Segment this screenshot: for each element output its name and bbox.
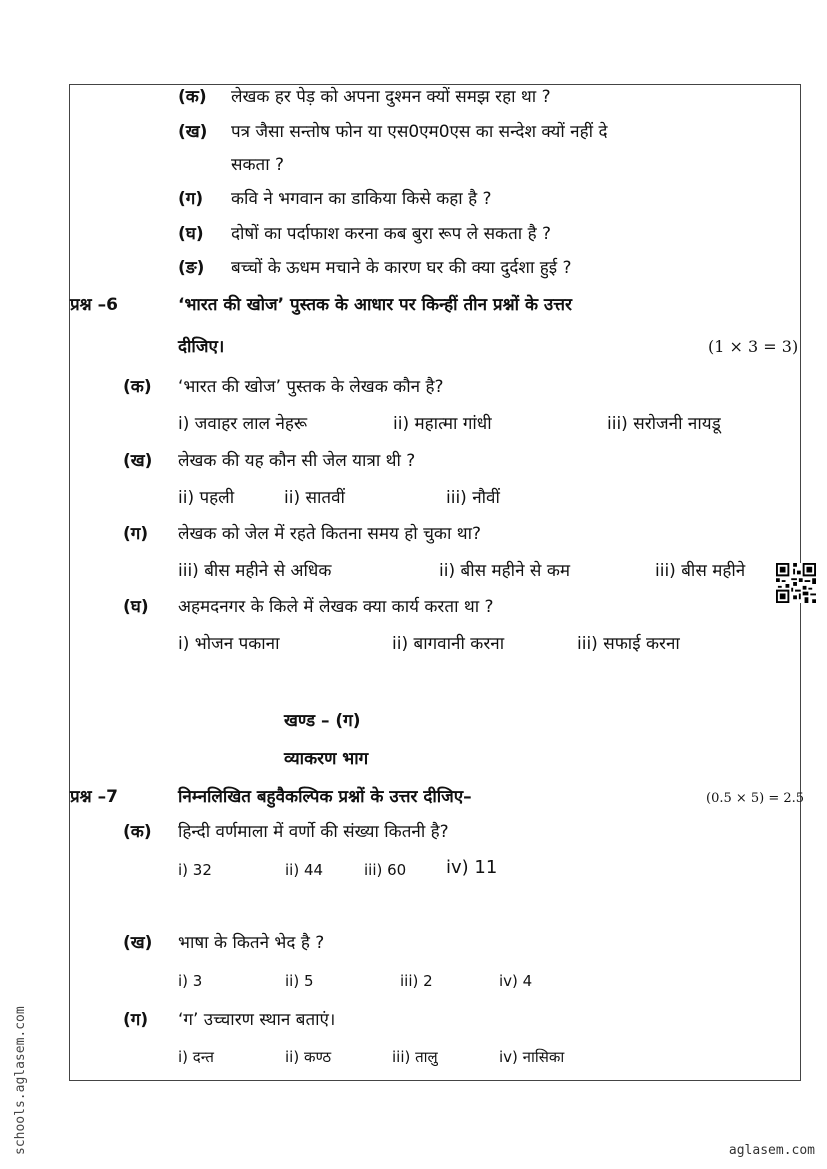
q5-item-text: लेखक हर पेड़ को अपना दुश्मन क्यों समझ रहा था ? (231, 87, 551, 107)
footer-watermark: aglasem.com (728, 1143, 815, 1158)
q5-item-text: पत्र जैसा सन्तोष फोन या एस0एम0एस का सन्देश क्यों नहीं दे (231, 122, 608, 142)
q6-item-question: ‘भारत की खोज’ पुस्तक के लेखक कौन है? (178, 377, 444, 397)
q7-item-label: (ग) (123, 1010, 149, 1030)
q6-item-label: (ग) (123, 524, 149, 544)
q6-option: ii) पहली (178, 488, 235, 508)
q6-option: iii) नौवीं (446, 488, 500, 508)
q5-item-label: (ग) (178, 189, 204, 209)
q6-option: i) जवाहर लाल नेहरू (178, 414, 308, 434)
q7-option: i) दन्त (178, 1048, 214, 1066)
qr-code-icon (776, 563, 816, 603)
q6-option: iii) सरोजनी नायडू (607, 414, 721, 434)
q7-option: iii) 2 (400, 972, 433, 990)
q7-option: iv) 4 (499, 972, 533, 990)
q7-option: i) 3 (178, 972, 203, 990)
q7-item-question: भाषा के कितने भेद है ? (178, 933, 325, 953)
q6-item-label: (क) (123, 377, 152, 397)
q6-item-question: लेखक को जेल में रहते कितना समय हो चुका था? (178, 524, 482, 544)
q5-item-text: दोषों का पर्दाफाश करना कब बुरा रूप ले सकता है ? (231, 224, 552, 244)
q7-option: ii) 44 (285, 861, 324, 879)
q7-item-question: हिन्दी वर्णमाला में वर्णो की संख्या कितनी है? (178, 822, 449, 842)
q6-option: iii) बीस महीने (655, 561, 746, 581)
q7-option: iv) नासिका (499, 1048, 565, 1066)
q5-item-text: कवि ने भगवान का डाकिया किसे कहा है ? (231, 189, 492, 209)
q6-option: ii) सातवीं (284, 488, 345, 508)
section-subtitle: व्याकरण भाग (284, 749, 369, 769)
q7-item-question: ‘ग’ उच्चारण स्थान बताएं। (178, 1010, 336, 1030)
q7-option: iii) तालु (392, 1048, 438, 1066)
q7-option: ii) 5 (285, 972, 314, 990)
q6-item-question: लेखक की यह कौन सी जेल यात्रा थी ? (178, 451, 416, 471)
q5-item-label: (ङ) (178, 258, 205, 278)
q6-option: ii) बीस महीने से कम (439, 561, 571, 581)
q7-number: प्रश्न –7 (70, 787, 118, 807)
q7-item-label: (ख) (123, 933, 153, 953)
q6-option: ii) महात्मा गांधी (393, 414, 492, 434)
q6-option: ii) बागवानी करना (392, 634, 505, 654)
q5-item-label: (ख) (178, 122, 208, 142)
q6-item-label: (ख) (123, 451, 153, 471)
q6-heading-cont: दीजिए। (178, 337, 225, 357)
q7-option: i) 32 (178, 861, 212, 879)
q7-marks: (0.5 × 5) = 2.5 (706, 791, 805, 806)
q6-number: प्रश्न –6 (70, 295, 118, 315)
q6-item-question: अहमदनगर के किले में लेखक क्या कार्य करता था ? (178, 597, 494, 617)
q5-item-label: (घ) (178, 224, 204, 244)
q6-option: iii) बीस महीने से अधिक (178, 561, 332, 581)
section-title: खण्ड – (ग) (284, 711, 361, 731)
q7-heading: निम्नलिखित बहुवैकल्पिक प्रश्नों के उत्तर दीजिए– (178, 787, 472, 807)
q6-marks: (1 × 3 = 3) (708, 337, 799, 356)
q6-item-label: (घ) (123, 597, 149, 617)
q6-option: i) भोजन पकाना (178, 634, 280, 654)
q7-item-label: (क) (123, 822, 152, 842)
q5-item-text: बच्चों के ऊधम मचाने के कारण घर की क्या दुर्दशा हुई ? (231, 258, 572, 278)
q5-item-text-cont: सकता ? (231, 155, 285, 175)
q7-option: ii) कण्ठ (285, 1048, 332, 1066)
side-watermark: schools.aglasem.com (13, 1006, 28, 1155)
q7-option: iv) 11 (446, 857, 498, 878)
q6-heading: ‘भारत की खोज’ पुस्तक के आधार पर किन्हीं तीन प्रश्नों के उत्तर (178, 295, 572, 315)
q7-option: iii) 60 (364, 861, 407, 879)
q5-item-label: (क) (178, 87, 207, 107)
q6-option: iii) सफाई करना (577, 634, 680, 654)
